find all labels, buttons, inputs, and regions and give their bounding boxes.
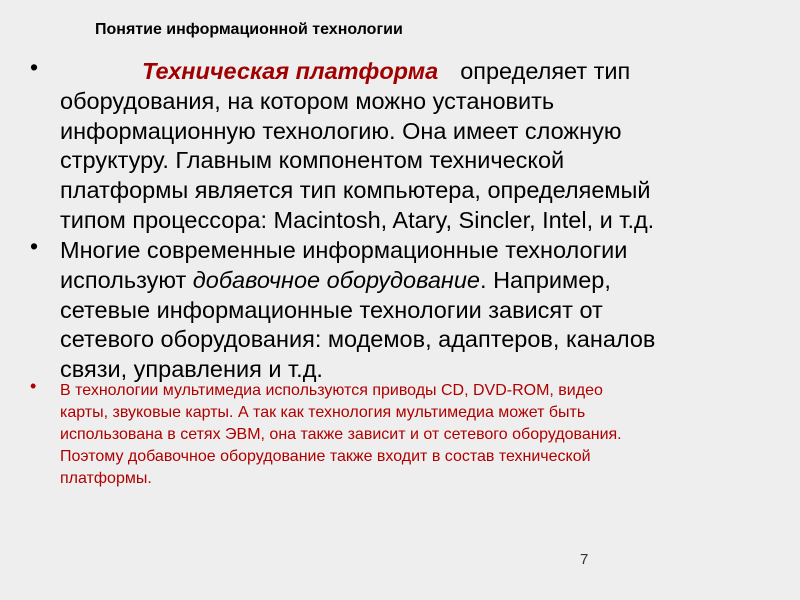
bullet-3-line-2: карты, звуковые карты. А так как технология мультимедиа может быть: [60, 404, 586, 421]
bullet-3-line-1: В технологии мультимедиа используются приводы CD, DVD-ROM, видео: [60, 382, 603, 399]
bullet-marker-2: •: [30, 233, 39, 259]
bullet-2-line-4: сетевого оборудования: модемов, адаптеров, каналов: [60, 326, 656, 353]
bullet-3-line-3: использована в сетях ЭВМ, она также зависит и от сетевого оборудования.: [60, 426, 622, 443]
bullet-1-line-4: структуру. Главным компонентом технической: [60, 147, 565, 174]
bullet-2-line-5: связи, управления и т.д.: [60, 356, 323, 383]
bullet-1: [60, 57, 760, 236]
bullet-2-line-3: сетевые информационные технологии зависят от: [60, 296, 603, 323]
page-number: 7: [580, 551, 589, 568]
bullet-marker-3: •: [30, 376, 37, 396]
bullet-1-line-6: типом процессора: Macintosh, Atary, Sincler, Intel, и т.д.: [60, 206, 655, 233]
bullet-2: [60, 236, 760, 385]
bullet-1-line-3: информационную технологию. Она имеет сложную: [60, 117, 622, 144]
slide-title: Понятие информационной технологии: [95, 21, 403, 38]
bullet-3-line-5: платформы.: [60, 470, 152, 487]
bullet-1-line-1: Техническая платформа определяет тип: [142, 58, 631, 84]
bullet-2-line-1: Многие современные информационные технологии: [60, 237, 628, 263]
emphasis-additional-equipment: добавочное оборудование: [192, 266, 481, 293]
bullet-1-line-5: платформы является тип компьютера, определяемый: [60, 177, 651, 204]
term-technical-platform: Техническая платформа: [142, 58, 439, 84]
bullet-2-line-2: используют добавочное оборудование. Например,: [60, 266, 611, 293]
bullet-marker-1: •: [30, 54, 39, 80]
bullet-3: [60, 380, 780, 490]
bullet-3-line-4: Поэтому добавочное оборудование также входит в состав технической: [60, 448, 591, 465]
bullet-1-line-2: оборудования, на котором можно установить: [60, 87, 555, 114]
